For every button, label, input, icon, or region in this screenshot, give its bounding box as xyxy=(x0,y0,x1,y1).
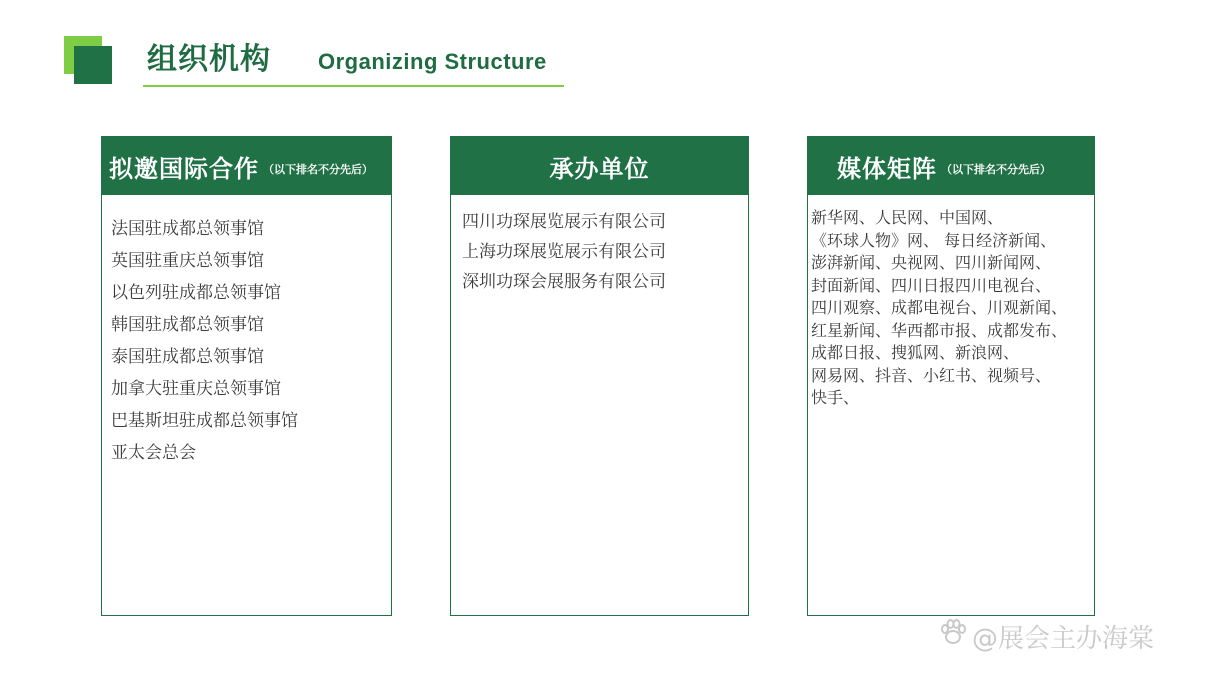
page-title-english: Organizing Structure xyxy=(318,49,547,74)
watermark-text: @展会主办海棠 xyxy=(972,623,1155,654)
media-line: 网易网、抖音、小红书、视频号、 xyxy=(811,365,1052,385)
list-item: 上海功琛展览展示有限公司 xyxy=(462,242,666,262)
media-line: 快手、 xyxy=(811,388,860,407)
title-underline xyxy=(143,85,564,87)
media-line: 红星新闻、华西都市报、成都发布、 xyxy=(811,320,1068,340)
list-item: 加拿大驻重庆总领事馆 xyxy=(111,379,281,399)
panel-title: 媒体矩阵 xyxy=(837,154,937,183)
panel-subtitle: （以下排名不分先后） xyxy=(263,163,373,176)
media-list xyxy=(808,195,1094,410)
list-item: 英国驻重庆总领事馆 xyxy=(111,251,264,271)
list-item: 深圳功琛会展服务有限公司 xyxy=(462,272,666,292)
logo-square-dark xyxy=(74,46,112,84)
list-item: 韩国驻成都总领事馆 xyxy=(111,315,264,335)
panel-title: 拟邀国际合作 xyxy=(109,154,259,183)
panel-header xyxy=(451,137,748,195)
panel-media-matrix xyxy=(807,136,1095,616)
media-line: 新华网、人民网、中国网、 xyxy=(811,208,1004,227)
list-item: 以色列驻成都总领事馆 xyxy=(111,283,281,303)
panel-title: 承办单位 xyxy=(549,154,650,183)
panel-subtitle: （以下排名不分先后） xyxy=(941,163,1051,176)
list-item: 亚太会总会 xyxy=(111,443,196,463)
list-item: 四川功琛展览展示有限公司 xyxy=(462,212,666,232)
panel-header xyxy=(102,137,391,195)
panel-header xyxy=(808,137,1094,195)
list-item: 泰国驻成都总领事馆 xyxy=(111,347,264,367)
consulate-list xyxy=(102,195,391,469)
media-line: 成都日报、搜狐网、新浪网、 xyxy=(811,343,1020,362)
list-item: 巴基斯坦驻成都总领事馆 xyxy=(111,411,298,431)
media-line: 封面新闻、四川日报四川电视台、 xyxy=(811,275,1052,295)
list-item: 法国驻成都总领事馆 xyxy=(111,219,264,239)
media-line: 《环球人物》网、 每日经济新闻、 xyxy=(811,230,1057,250)
organizer-list xyxy=(451,195,748,297)
page-title: 组织机构 xyxy=(147,42,271,77)
panel-international-cooperation xyxy=(101,136,392,616)
weibo-paw-icon xyxy=(938,618,968,655)
panel-organizers xyxy=(450,136,749,616)
media-line: 四川观察、成都电视台、川观新闻、 xyxy=(811,298,1068,317)
media-line: 澎湃新闻、央视网、四川新闻网、 xyxy=(811,253,1052,272)
watermark xyxy=(938,616,1154,656)
